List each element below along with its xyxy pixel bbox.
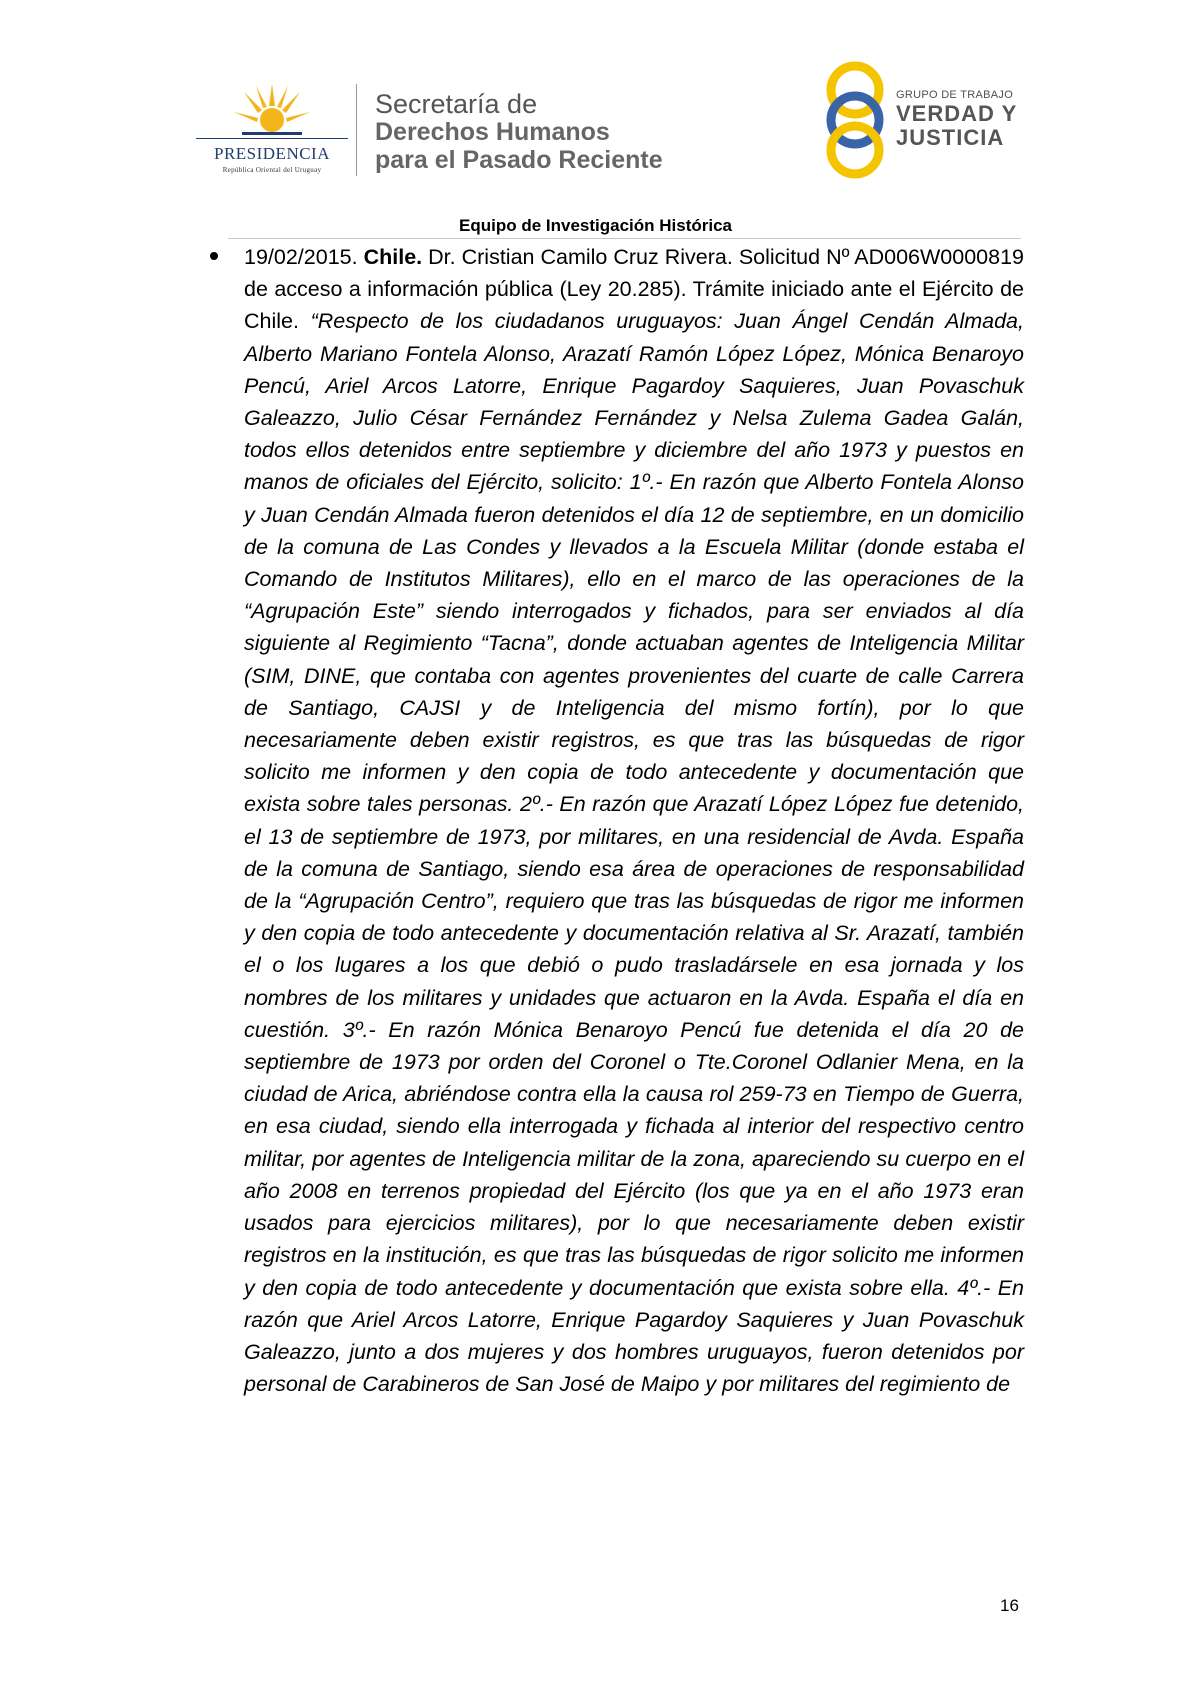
- entry-paragraph: [244, 241, 1024, 1400]
- verdad-justicia-logo: [820, 60, 1030, 180]
- secretaria-line-1: Secretaría de: [375, 89, 538, 119]
- entry-date: 19/02/2015.: [244, 245, 358, 269]
- page-header: [0, 0, 1191, 200]
- bullet-icon: [210, 252, 218, 260]
- presidencia-rule: [196, 138, 348, 139]
- secretaria-wordmark: [375, 90, 663, 174]
- page-number: 16: [1000, 1596, 1019, 1615]
- interlocking-rings-icon: [820, 60, 890, 180]
- secretaria-line-3: para el Pasado Reciente: [375, 146, 663, 174]
- grupo-label: GRUPO DE TRABAJO: [896, 89, 1014, 101]
- sun-icon: [232, 82, 312, 140]
- justicia-label: JUSTICIA: [896, 125, 1005, 150]
- presidencia-title: PRESIDENCIA: [213, 144, 330, 163]
- entry-quote: “Respecto de los ciudadanos uruguayos: Juan Ángel Cendán Almada, Alberto Mariano Fontela Alonso, Arazatí Ramón López López, Mónica Benaroyo Pencú, Ariel Arcos Latorre, Enrique Pagardoy Saquieres, Juan Povaschuk Galeazzo, Julio César Fernández Fernández y Nelsa Zulema Gadea Galán, todos ellos detenidos entre septiembre y diciembre del año 1973 y puestos en manos de oficiales del Ejército, solicito: 1º.- En razón que Alberto Fontela Alonso y Juan Cendán Almada fueron detenidos el día 12 de septiembre, en un domicilio de la comuna de Las Condes y llevados a la Escuela Militar (donde estaba el Comando de Institutos Militares), ello en el marco de las operaciones de la “Agrupación Este” siendo interrogados y fichados, para ser enviados al día siguiente al Regimiento “Tacna”, donde actuaban agentes de Inteligencia Militar (SIM, DINE, que contaba con agentes provenientes del cuarte de calle Carrera de Santiago, CAJSI y de Inteligencia del mismo fortín), por lo que necesariamente deben existir registros, es que tras las búsquedas de rigor solicito me informen y den copia de todo antecedente y documentación que exista sobre tales personas. 2º.- En razón que Arazatí López López fue detenido, el 13 de septiembre de 1973, por militares, en una residencial de Avda. España de la comuna de Santiago, siendo esa área de operaciones de responsabilidad de la “Agrupación Centro”, requiero que tras las búsquedas de rigor me informen y den copia de todo antecedente y documentación relativa al Sr. Arazatí, también el o los lugares a los que debió o pudo trasladársele en esa jornada y los nombres de los militares y unidades que actuaron en la Avda. España el día en cuestión. 3º.- En razón Mónica Benaroyo Pencú fue detenida el día 20 de septiembre de 1973 por orden del Coronel o Tte.Coronel Odlanier Mena, en la ciudad de Arica, abriéndose contra ella la causa rol 259-73 en Tiempo de Guerra, en esa ciudad, siendo ella interrogada y fichada al interior del respectivo centro militar, por agentes de Inteligencia militar de la zona, apareciendo su cuerpo en el año 2008 en terrenos propiedad del Ejército (los que ya en el año 1973 eran usados para ejercicios militares), por lo que necesariamente deben existir registros en la institución, es que tras las búsquedas de rigor solicito me informen y den copia de todo antecedente y documentación que exista sobre ella. 4º.- En razón que Ariel Arcos Latorre, Enrique Pagardoy Saquieres y Juan Povaschuk Galeazzo, junto a dos mujeres y dos hombres uruguayos, fueron detenidos por personal de Carabineros de San José de Maipo y por militares del regimiento de: [244, 309, 1024, 1397]
- header-rule: [228, 238, 1021, 239]
- secretaria-line-2: Derechos Humanos: [375, 118, 610, 146]
- presidencia-logo: [196, 82, 348, 178]
- entry-intro: Dr. Cristian Camilo Cruz Rivera. Solicitud Nº AD006W0000819 de acceso a información pública (Ley 20.285). Trámite iniciado ante el Ejército de Chile.: [244, 245, 1024, 334]
- logo-divider: [356, 84, 357, 176]
- verdad-justicia-text: [896, 88, 1017, 150]
- entry-country: Chile.: [363, 245, 423, 269]
- document-body: [244, 241, 1024, 1400]
- verdad-label: VERDAD Y: [896, 101, 1018, 126]
- team-title: Equipo de Investigación Histórica: [459, 216, 732, 235]
- presidencia-subtitle: República Oriental del Uruguay: [222, 166, 322, 174]
